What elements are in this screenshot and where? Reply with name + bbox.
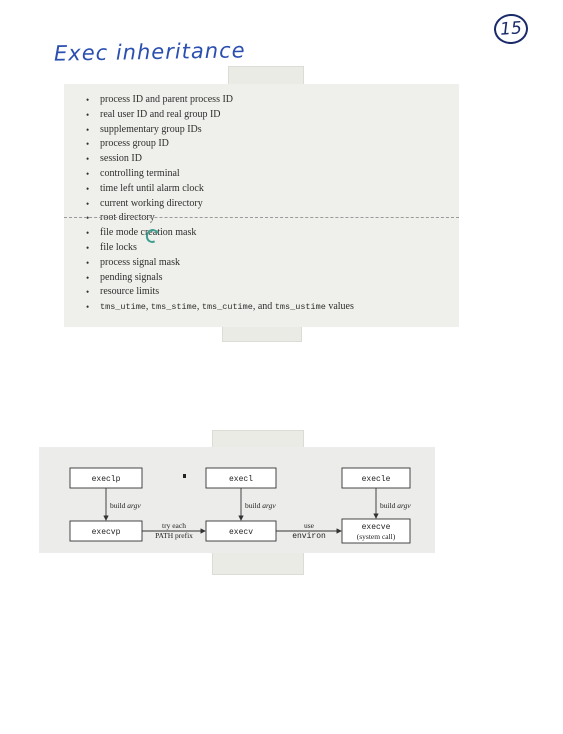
code-tms-cutime: tms_cutime	[201, 302, 253, 313]
list-item-text: time left until alarm clock	[100, 182, 204, 194]
edge-label-path-prefix: PATH prefix	[155, 531, 193, 540]
edge-label-try-each: try each	[162, 521, 186, 530]
edge-label-environ: environ	[292, 532, 326, 541]
bullet-icon: •	[86, 139, 90, 150]
bullet-icon: •	[86, 198, 90, 209]
exec-diagram-svg	[39, 447, 435, 553]
bullet-icon: •	[86, 242, 90, 253]
code-tms-ustime: tms_ustime	[274, 302, 326, 313]
list-item	[86, 152, 354, 167]
code-tms-utime: tms_utime	[100, 302, 146, 313]
list-item	[86, 211, 354, 226]
label-system-call: (system call)	[356, 532, 396, 541]
list-item	[86, 93, 354, 108]
label-execve: execve	[361, 523, 391, 532]
bullet-icon: •	[86, 302, 90, 313]
list-item	[86, 137, 354, 152]
list-item	[86, 182, 354, 197]
bullet-icon: •	[86, 154, 90, 165]
page-title: Exec inheritance	[53, 38, 246, 66]
list-item	[86, 241, 354, 256]
bullet-icon: •	[86, 257, 90, 268]
bullet-icon: •	[86, 168, 90, 179]
list-item-text: process ID and parent process ID	[100, 94, 234, 105]
edge-label-build-argv: build argv	[245, 501, 276, 510]
list-item	[86, 226, 354, 241]
label-execl: execl	[228, 475, 254, 484]
separator: , and	[252, 301, 275, 313]
list-item-text: real user ID and real group ID	[100, 108, 221, 120]
bullet-icon: •	[86, 124, 90, 135]
ink-dot	[183, 474, 186, 478]
edge-label-build-argv: build argv	[110, 501, 141, 510]
list-item-text: controlling terminal	[100, 167, 180, 179]
label-execvp: execvp	[91, 528, 121, 537]
bullet-icon: •	[86, 109, 90, 120]
separator: ,	[145, 301, 151, 313]
bullet-icon: •	[86, 272, 90, 283]
label-execlp: execlp	[91, 475, 121, 484]
list-item	[86, 271, 354, 286]
list-item	[86, 285, 354, 300]
list-item	[86, 123, 354, 138]
edge-label-build-argv: build argv	[380, 501, 411, 510]
separator: ,	[196, 301, 202, 313]
list-item-text: file locks	[100, 241, 137, 253]
list-item	[86, 167, 354, 182]
fold-line	[64, 217, 459, 218]
values-suffix: values	[325, 301, 354, 313]
edge-label-use: use	[304, 521, 314, 530]
bullet-icon: •	[86, 228, 90, 239]
list-item-text: process signal mask	[100, 256, 180, 268]
page-number: 15	[493, 13, 529, 45]
list-item	[86, 197, 354, 212]
inherited-attributes-sheet	[64, 84, 459, 327]
exec-family-diagram	[39, 447, 435, 553]
list-item-text: current working directory	[100, 197, 203, 209]
label-execle: execle	[361, 475, 391, 484]
list-item-text: pending signals	[100, 271, 163, 283]
list-item-text: resource limits	[100, 286, 160, 298]
inherited-attributes-list	[86, 93, 354, 315]
list-item	[86, 256, 354, 271]
bullet-icon: •	[86, 95, 90, 105]
label-execv: execv	[228, 528, 254, 537]
list-item	[86, 108, 354, 123]
bullet-icon: •	[86, 287, 90, 298]
code-tms-stime: tms_stime	[150, 302, 197, 313]
list-item-text: file mode creation mask	[100, 227, 197, 239]
list-item-text: session ID	[100, 153, 142, 165]
list-item-text: process group ID	[100, 138, 169, 150]
list-item-text: root directory	[100, 212, 155, 224]
bullet-icon: •	[86, 183, 90, 194]
bullet-icon: •	[86, 213, 90, 224]
list-item-text: supplementary group IDs	[100, 123, 202, 135]
list-item-times	[86, 300, 354, 315]
